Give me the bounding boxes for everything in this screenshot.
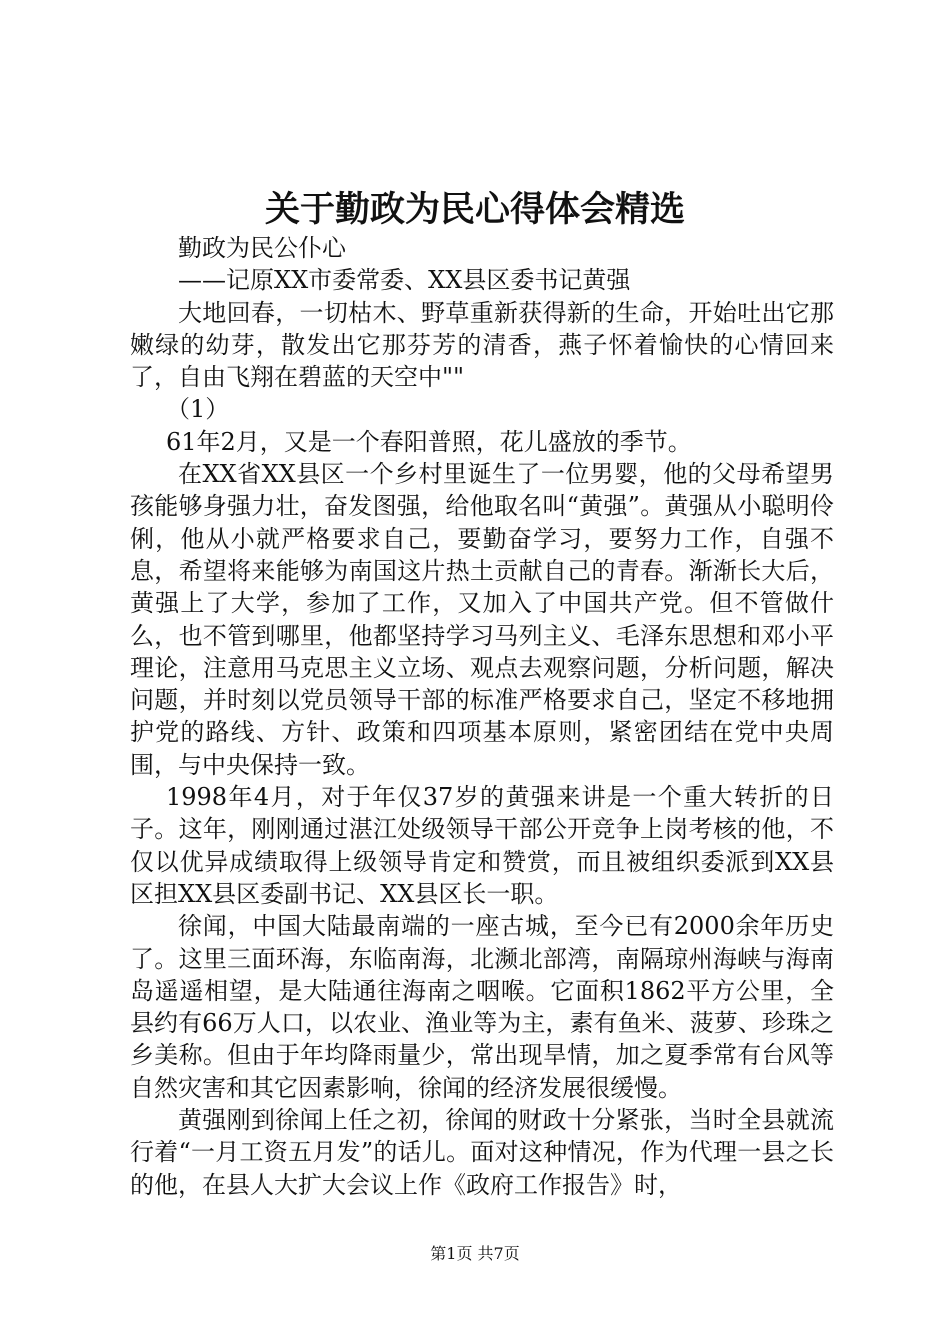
page-footer: 第1页 共7页 <box>430 1244 520 1263</box>
document-title: 关于勤政为民心得体会精选 <box>264 189 685 230</box>
body-paragraph: 61年2月，又是一个春阳普照，花儿盛放的季节。 <box>166 427 692 456</box>
section-number: （1） <box>166 395 230 424</box>
document-body <box>130 232 834 1201</box>
subtitle-paragraph: 勤政为民公仆心 <box>178 234 346 262</box>
body-paragraph: 徐闻，中国大陆最南端的一座古城，至今已有2000余年历史了。这里三面环海，东临南海，北濒北部湾，南隔琼州海峡与海南岛遥遥相望，是大陆通往海南之咽喉。它面积1862平方公里，全县约有66万人口，以农业、渔业等为主，素有鱼米、菠萝、珍珠之乡美称。但由于年均降雨量少，常出现旱情，加之夏季常有台风等自然灾害和其它因素影响，徐闻的经济发展很缓慢。 <box>130 912 834 1102</box>
body-paragraph: 在XX省XX县区一个乡村里诞生了一位男婴，他的父母希望男孩能够身强力壮，奋发图强，给他取名叫“黄强”。黄强从小聪明伶俐，他从小就严格要求自己，要勤奋学习，要努力工作，自强不息，希望将来能够为南国这片热土贡献自己的青春。渐渐长大后，黄强上了大学，参加了工作，又加入了中国共产党。但不管做什么，也不管到哪里，他都坚持学习马列主义、毛泽东思想和邓小平理论，注意用马克思主义立场、观点去观察问题，分析问题，解决问题，并时刻以党员领导干部的标准严格要求自己，坚定不移地拥护党的路线、方针、政策和四项基本原则，紧密团结在党中央周围，与中央保持一致。 <box>130 460 834 779</box>
body-paragraph: 大地回春，一切枯木、野草重新获得新的生命，开始吐出它那嫩绿的幼芽，散发出它那芬芳的清香，燕子怀着愉快的心情回来了，自由飞翔在碧蓝的天空中"" <box>130 298 834 392</box>
body-paragraph: 1998年4月，对于年仅37岁的黄强来讲是一个重大转折的日子。这年，刚刚通过湛江处级领导干部公开竞争上岗考核的他，不仅以优异成绩取得上级领导肯定和赞赏，而且被组织委派到XX县区担XX县区委副书记、XX县区长一职。 <box>130 783 834 908</box>
byline-paragraph: ——记原XX市委常委、XX县区委书记黄强 <box>178 266 631 295</box>
body-paragraph: 黄强刚到徐闻上任之初，徐闻的财政十分紧张，当时全县就流行着“一月工资五月发”的话儿。面对这种情况，作为代理一县之长的他，在县人大扩大会议上作《政府工作报告》时， <box>130 1106 834 1199</box>
